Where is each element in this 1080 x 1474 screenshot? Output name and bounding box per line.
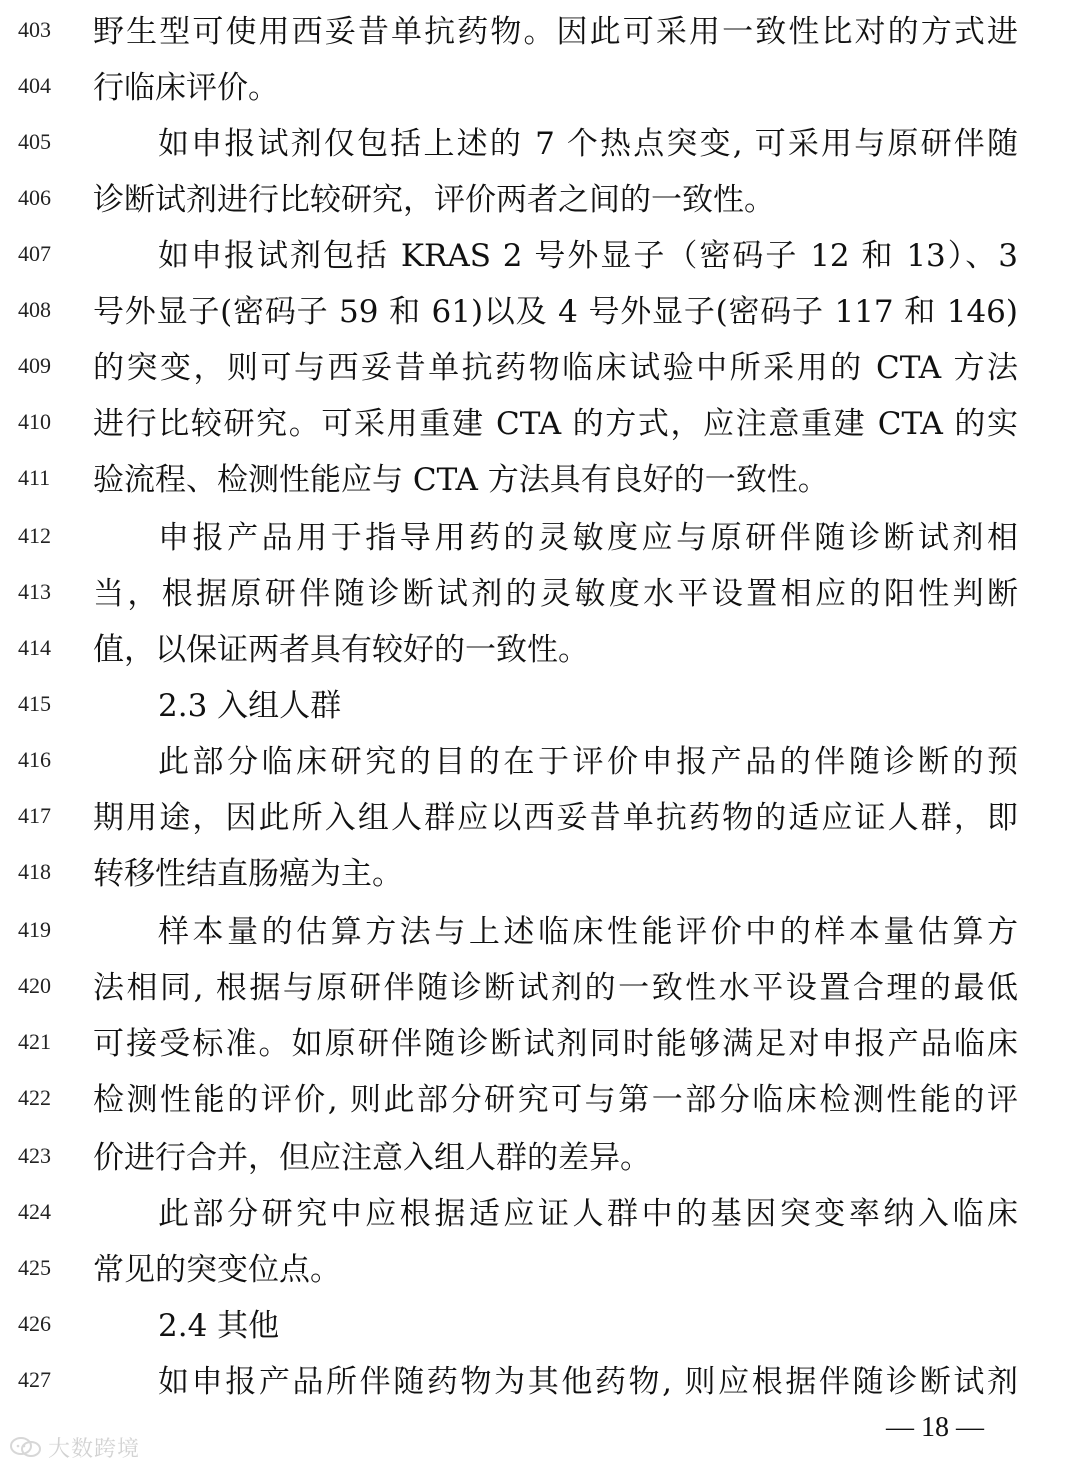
text-line-407 <box>0 228 1080 284</box>
line-text: 检测性能的评价, 则此部分研究可与第一部分临床检测性能的评 <box>93 1082 1018 1118</box>
line-number: 421 <box>18 1029 51 1054</box>
watermark <box>10 1432 140 1463</box>
line-number: 422 <box>18 1085 51 1110</box>
text-line-423 <box>0 1130 1080 1186</box>
line-number: 419 <box>18 917 51 942</box>
line-text: 如申报产品所伴随药物为其他药物, 则应根据伴随诊断试剂 <box>158 1364 1018 1400</box>
line-text: 进行比较研究。可采用重建 CTA 的方式，应注意重建 CTA 的实 <box>93 406 1018 442</box>
line-text: 值，以保证两者具有较好的一致性。 <box>93 632 589 668</box>
line-text: 价进行合并，但应注意入组人群的差异。 <box>93 1140 651 1176</box>
line-number: 427 <box>18 1367 51 1392</box>
line-text: 诊断试剂进行比较研究，评价两者之间的一致性。 <box>93 182 775 218</box>
line-number: 407 <box>18 241 51 266</box>
line-text: 如申报试剂包括 KRAS 2 号外显子（密码子 12 和 13）、3 <box>158 238 1018 274</box>
line-text: 可接受标准。如原研伴随诊断试剂同时能够满足对申报产品临床 <box>93 1026 1018 1062</box>
line-number: 406 <box>18 185 51 210</box>
line-number: 417 <box>18 803 51 828</box>
line-text: 行临床评价。 <box>93 70 279 106</box>
text-line-408 <box>0 284 1080 340</box>
section-heading: 2.4 其他 <box>158 1308 280 1344</box>
section-heading: 2.3 入组人群 <box>158 688 342 724</box>
text-line-424 <box>0 1186 1080 1242</box>
text-line-412 <box>0 510 1080 566</box>
line-text: 申报产品用于指导用药的灵敏度应与原研伴随诊断试剂相 <box>158 520 1018 556</box>
line-number: 403 <box>18 17 51 42</box>
line-number: 411 <box>18 465 51 490</box>
line-number: 424 <box>18 1199 51 1224</box>
line-text: 期用途，因此所入组人群应以西妥昔单抗药物的适应证人群，即 <box>93 800 1018 836</box>
text-line-427 <box>0 1354 1080 1410</box>
text-line-409 <box>0 340 1080 396</box>
page-number: — 18 — <box>886 1412 984 1443</box>
text-line-414 <box>0 622 1080 678</box>
line-text: 号外显子(密码子 59 和 61)以及 4 号外显子(密码子 117 和 146) <box>93 294 1018 330</box>
text-line-410 <box>0 396 1080 452</box>
line-text: 样本量的估算方法与上述临床性能评价中的样本量估算方 <box>158 914 1018 950</box>
text-line-425 <box>0 1242 1080 1298</box>
line-text: 当，根据原研伴随诊断试剂的灵敏度水平设置相应的阳性判断 <box>93 576 1018 612</box>
chat-bubble-icon <box>10 1436 42 1460</box>
text-line-406 <box>0 172 1080 228</box>
text-line-416 <box>0 734 1080 790</box>
text-line-422 <box>0 1072 1080 1128</box>
line-number: 418 <box>18 859 51 884</box>
text-line-419 <box>0 904 1080 960</box>
line-number: 423 <box>18 1143 51 1168</box>
line-number: 404 <box>18 73 51 98</box>
line-text: 的突变，则可与西妥昔单抗药物临床试验中所采用的 CTA 方法 <box>93 350 1018 386</box>
text-line-421 <box>0 1016 1080 1072</box>
line-number: 415 <box>18 691 51 716</box>
line-text: 如申报试剂仅包括上述的 7 个热点突变, 可采用与原研伴随 <box>158 126 1018 162</box>
text-line-418 <box>0 846 1080 902</box>
line-number: 426 <box>18 1311 51 1336</box>
text-line-405 <box>0 116 1080 172</box>
line-number: 412 <box>18 523 51 548</box>
line-number: 416 <box>18 747 51 772</box>
text-line-426 <box>0 1298 1080 1354</box>
text-line-413 <box>0 566 1080 622</box>
line-number: 414 <box>18 635 51 660</box>
line-text: 野生型可使用西妥昔单抗药物。因此可采用一致性比对的方式进 <box>93 14 1018 50</box>
line-text: 常见的突变位点。 <box>93 1252 341 1288</box>
line-number: 420 <box>18 973 51 998</box>
line-text: 此部分研究中应根据适应证人群中的基因突变率纳入临床 <box>158 1196 1018 1232</box>
text-line-404 <box>0 60 1080 116</box>
line-text: 此部分临床研究的目的在于评价申报产品的伴随诊断的预 <box>158 744 1018 780</box>
text-line-415 <box>0 678 1080 734</box>
line-text: 法相同, 根据与原研伴随诊断试剂的一致性水平设置合理的最低 <box>93 970 1018 1006</box>
line-text: 验流程、检测性能应与 CTA 方法具有良好的一致性。 <box>93 462 829 498</box>
text-line-411 <box>0 452 1080 508</box>
line-number: 409 <box>18 353 51 378</box>
watermark-text: 大数跨境 <box>48 1437 141 1462</box>
line-text: 转移性结直肠癌为主。 <box>93 856 403 892</box>
line-number: 410 <box>18 409 51 434</box>
line-number: 405 <box>18 129 51 154</box>
line-number: 413 <box>18 579 51 604</box>
text-line-403 <box>0 4 1080 60</box>
line-number: 408 <box>18 297 51 322</box>
text-line-417 <box>0 790 1080 846</box>
line-number: 425 <box>18 1255 51 1280</box>
text-line-420 <box>0 960 1080 1016</box>
